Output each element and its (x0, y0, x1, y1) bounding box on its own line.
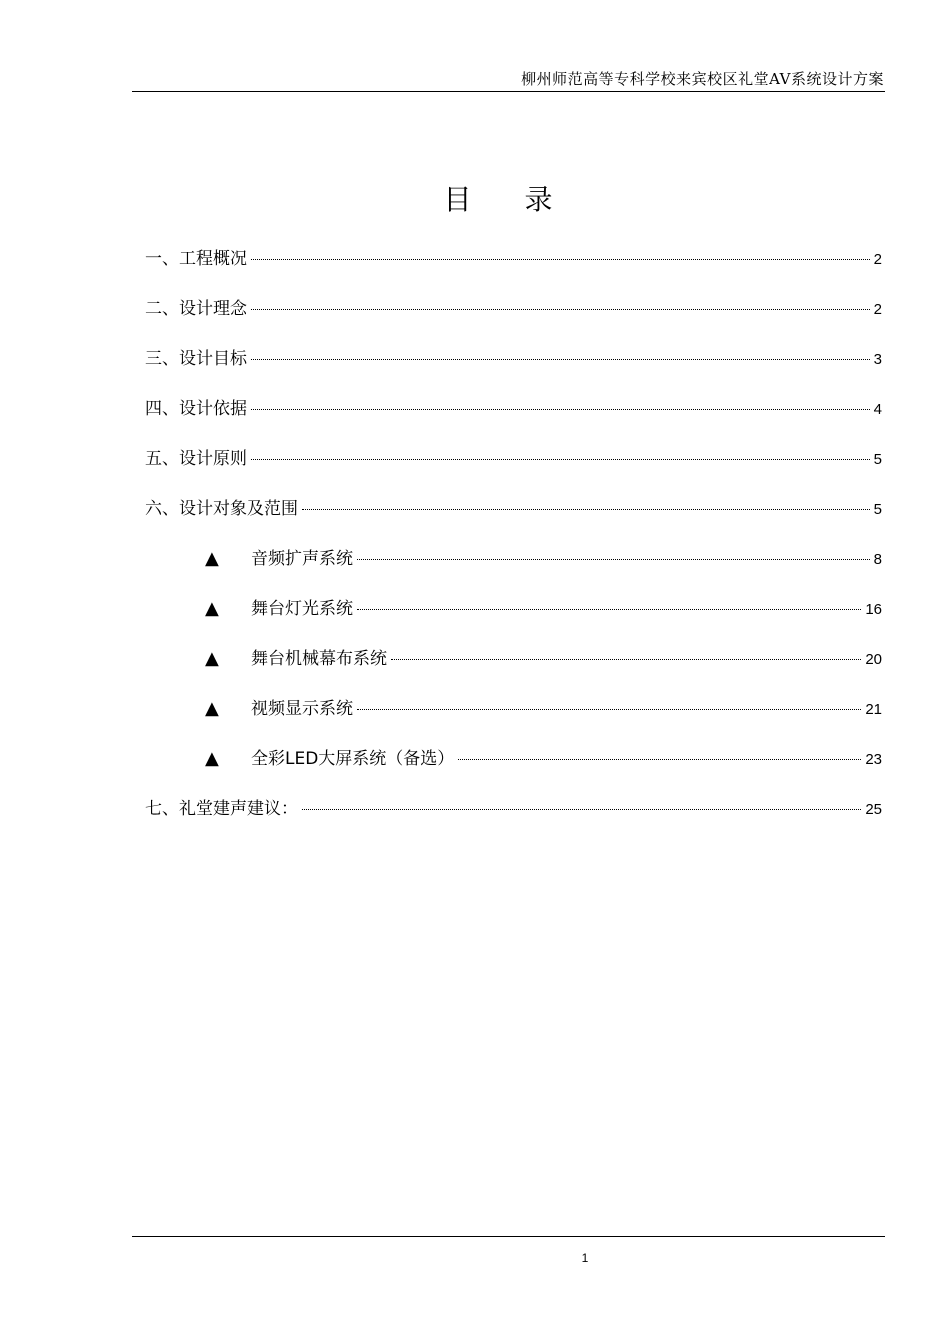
toc-entry[interactable] (145, 244, 882, 268)
toc-subentry[interactable] (205, 744, 882, 768)
toc-entry-label: 全彩LED大屏系统（备选） (251, 749, 455, 769)
toc-entry[interactable] (145, 444, 882, 468)
toc-entry-label: 六、设计对象及范围 (145, 499, 298, 519)
toc-title: 目 录 (443, 183, 575, 216)
header-divider (132, 91, 885, 92)
toc-entry-page: 25 (865, 801, 882, 818)
toc-entry-label: 舞台机械幕布系统 (251, 649, 387, 669)
toc-entry-label: 二、设计理念 (145, 299, 247, 319)
triangle-bullet-icon: ▲ (205, 548, 219, 569)
triangle-bullet-icon: ▲ (205, 598, 219, 619)
toc-leader-dots (391, 659, 861, 660)
footer-divider (132, 1236, 885, 1237)
toc-entry-label: 视频显示系统 (251, 699, 353, 719)
toc-entry-page: 23 (865, 751, 882, 768)
running-header-title: 柳州师范高等专科学校来宾校区礼堂AV系统设计方案 (521, 70, 884, 88)
toc-entry[interactable] (145, 794, 882, 818)
triangle-bullet-icon: ▲ (205, 748, 219, 769)
toc-leader-dots (251, 259, 870, 260)
toc-entry[interactable] (145, 344, 882, 368)
toc-entry-label: 七、礼堂建声建议： (145, 799, 298, 819)
toc-entry-page: 5 (873, 451, 882, 468)
toc-entry[interactable] (145, 394, 882, 418)
toc-entry-label: 一、工程概况 (145, 249, 247, 269)
toc-leader-dots (251, 459, 870, 460)
toc-leader-dots (251, 359, 870, 360)
toc-leader-dots (357, 609, 861, 610)
triangle-bullet-icon: ▲ (205, 648, 219, 669)
toc-entry[interactable] (145, 494, 882, 518)
toc-entry-label: 舞台灯光系统 (251, 599, 353, 619)
toc-entry-page: 3 (873, 351, 882, 368)
toc-subentry[interactable] (205, 594, 882, 618)
toc-entry-label: 四、设计依据 (145, 399, 247, 419)
toc-leader-dots (251, 309, 870, 310)
toc-entry-label: 五、设计原则 (145, 449, 247, 469)
toc-entry-page: 4 (873, 401, 882, 418)
toc-leader-dots (357, 709, 861, 710)
toc-entry-page: 2 (873, 251, 882, 268)
toc-subentry[interactable] (205, 644, 882, 668)
toc-leader-dots (302, 509, 870, 510)
triangle-bullet-icon: ▲ (205, 698, 219, 719)
toc-leader-dots (357, 559, 870, 560)
toc-entry-page: 5 (873, 501, 882, 518)
toc-leader-dots (458, 759, 861, 760)
page-number: 1 (581, 1251, 589, 1265)
toc-leader-dots (251, 409, 870, 410)
toc-entry-page: 21 (865, 701, 882, 718)
toc-entry-label: 三、设计目标 (145, 349, 247, 369)
toc-leader-dots (302, 809, 861, 810)
toc-entry-page: 16 (865, 601, 882, 618)
toc-entry-page: 2 (873, 301, 882, 318)
toc-subentry[interactable] (205, 544, 882, 568)
toc-entry-page: 20 (865, 651, 882, 668)
toc-entry-label: 音频扩声系统 (251, 549, 353, 569)
toc-subentry[interactable] (205, 694, 882, 718)
toc-entry-page: 8 (873, 551, 882, 568)
toc-entry[interactable] (145, 294, 882, 318)
